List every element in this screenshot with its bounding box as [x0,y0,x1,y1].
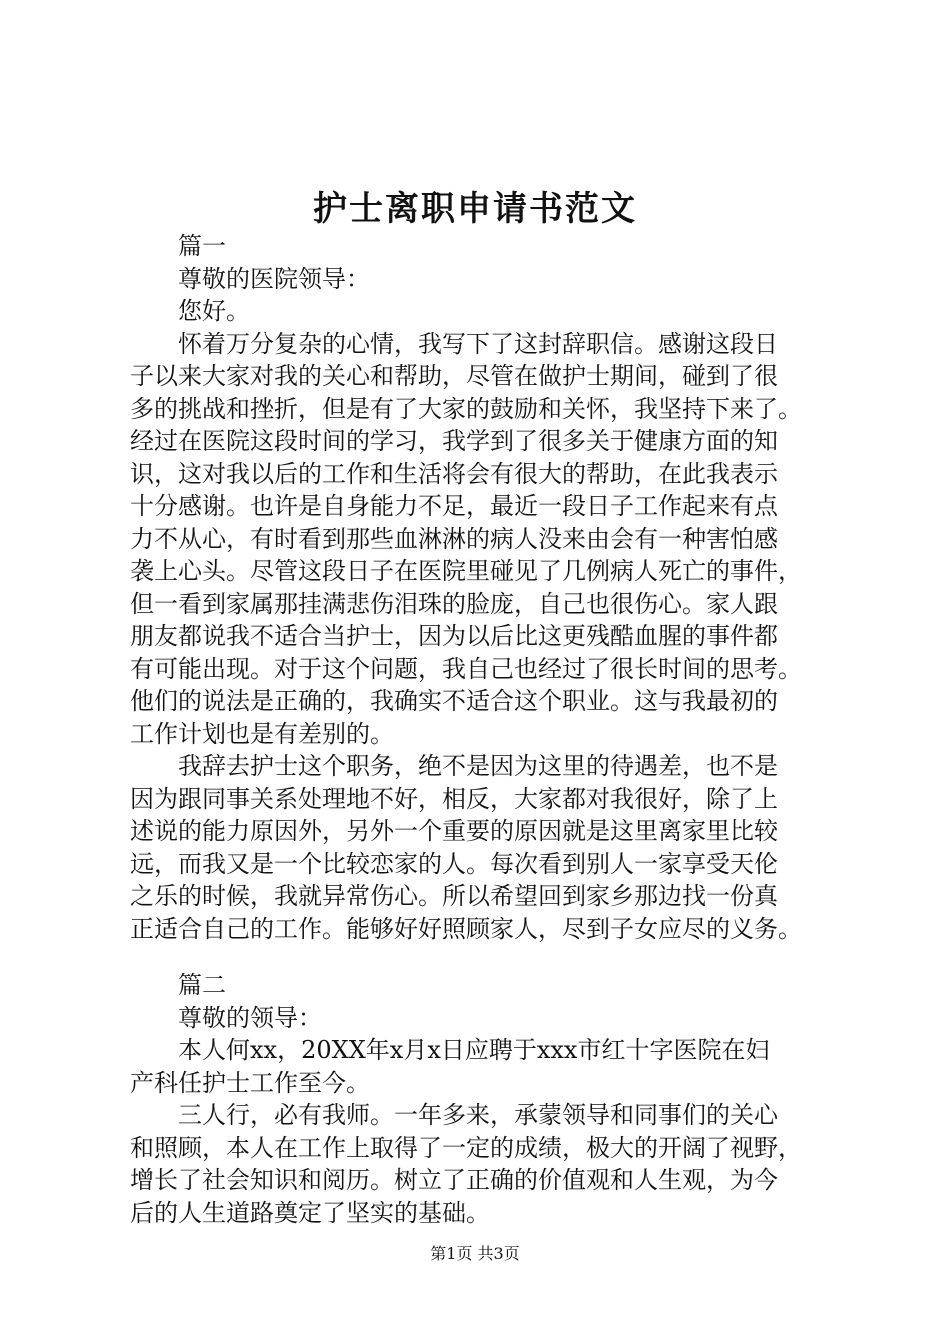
paragraph-line: 力不从心，有时看到那些血淋淋的病人没来由会有一种害怕感 [130,524,778,553]
section-heading: 篇二 [178,971,226,999]
paragraph-line: 增长了社会知识和阅历。树立了正确的价值观和人生观，为今 [130,1166,778,1194]
paragraph-line: 和照顾，本人在工作上取得了一定的成绩，极大的开阔了视野， [130,1133,802,1162]
paragraph-line: 后的人生道路奠定了坚实的基础。 [130,1198,490,1227]
page-footer: 第1页 共3页 [430,1244,520,1263]
paragraph-line: 述说的能力原因外，另外一个重要的原因就是这里离家里比较 [130,817,778,845]
paragraph-line: 我辞去护士这个职务，绝不是因为这里的待遇差，也不是 [178,752,778,780]
salutation: 尊敬的领导： [178,1003,322,1032]
paragraph-line: 十分感谢。也许是自身能力不足，最近一段日子工作起来有点 [130,492,778,520]
paragraph-line: 有可能出现。对于这个问题，我自己也经过了很长时间的思考。 [130,654,802,683]
paragraph-line: 他们的说法是正确的，我确实不适合这个职业。这与我最初的 [130,687,778,715]
paragraph-line: 之乐的时候，我就异常伤心。所以希望回到家乡那边找一份真 [130,882,778,910]
paragraph-line: 产科任护士工作至今。 [130,1068,370,1097]
section-heading: 篇一 [178,232,226,260]
paragraph-line: 本人何xx，20XX年x月x日应聘于xxx市红十字医院在妇 [178,1036,770,1064]
section-spacer [130,945,850,969]
paragraph-line: 远，而我又是一个比较恋家的人。每次看到别人一家享受天伦 [130,849,778,878]
salutation: 尊敬的医院领导： [178,264,370,293]
paragraph-line: 但一看到家属那挂满悲伤泪珠的脸庞，自己也很伤心。家人跟 [130,589,778,618]
paragraph-line: 子以来大家对我的关心和帮助，尽管在做护士期间，碰到了很 [130,362,778,390]
paragraph-line: 袭上心头。尽管这段日子在医院里碰见了几例病人死亡的事件， [130,557,802,585]
document-body [130,230,850,1229]
document-title: 护士离职申请书范文 [313,189,637,229]
paragraph-line: 正适合自己的工作。能够好好照顾家人，尽到子女应尽的义务。 [130,914,802,943]
paragraph-line: 经过在医院这段时间的学习，我学到了很多关于健康方面的知 [130,427,778,455]
greeting: 您好。 [178,297,250,325]
paragraph-line: 识，这对我以后的工作和生活将会有很大的帮助，在此我表示 [130,459,778,488]
paragraph-line: 多的挑战和挫折，但是有了大家的鼓励和关怀，我坚持下来了。 [130,394,802,423]
paragraph-line: 三人行，必有我师。一年多来，承蒙领导和同事们的关心 [178,1101,778,1129]
paragraph-line: 工作计划也是有差别的。 [130,719,394,748]
paragraph-line: 因为跟同事关系处理地不好，相反，大家都对我很好，除了上 [130,784,778,813]
paragraph-line: 朋友都说我不适合当护士，因为以后比这更残酷血腥的事件都 [130,622,778,650]
paragraph-line: 怀着万分复杂的心情，我写下了这封辞职信。感谢这段日 [178,329,778,358]
